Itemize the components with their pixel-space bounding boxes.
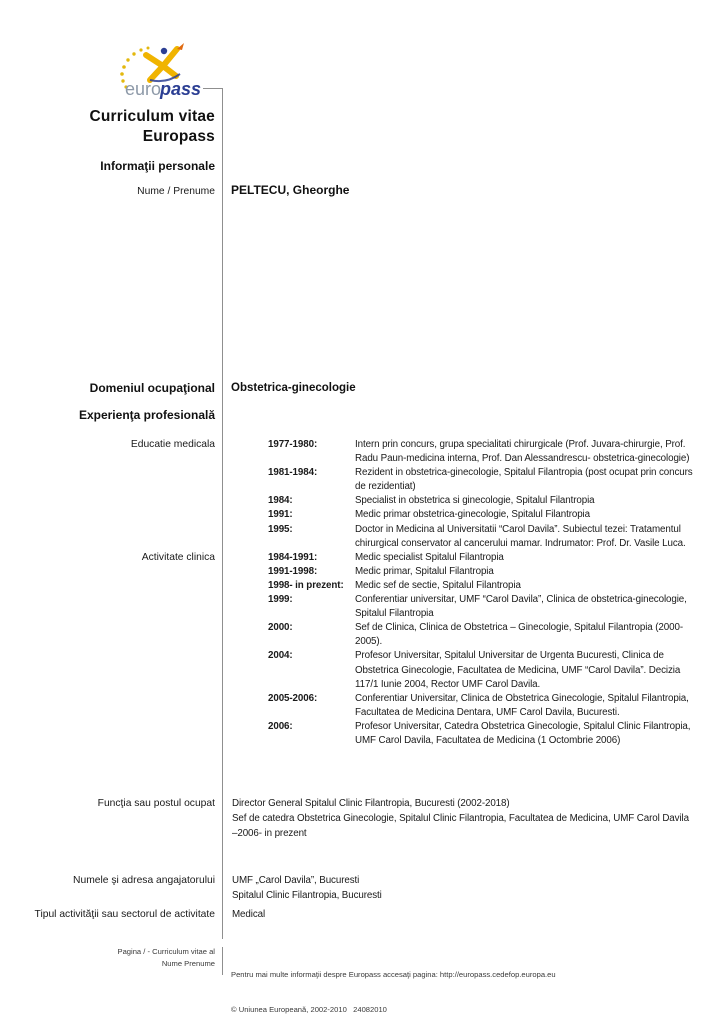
europass-logo <box>114 42 226 100</box>
experience-list <box>0 438 700 748</box>
entry-period: 1991-1998: <box>268 565 318 577</box>
experience-entry <box>0 508 700 522</box>
footer-column-divider <box>222 947 223 975</box>
experience-entry <box>0 649 700 691</box>
logo-connector-line <box>203 88 222 89</box>
entry-period: 1981-1984: <box>268 467 318 479</box>
footer-europass-url-line: Pentru mai multe informaţii despre Europass accesaţi pagina: http://europass.cedefop.europa.eu <box>231 970 556 979</box>
occupation-value: Obstetrica-ginecologie <box>231 382 356 394</box>
experience-entry <box>0 621 700 649</box>
entry-period: 1995: <box>268 523 293 535</box>
detail-label: Tipul activităţii sau sectorul de activitate <box>34 909 215 920</box>
footer-copyright-line: © Uniunea Europeană, 2002-2010 24082010 <box>231 1004 387 1014</box>
page-title <box>0 107 215 147</box>
experience-entry <box>0 579 700 593</box>
entry-description: Intern prin concurs, grupa specialitati chirurgicale (Prof. Juvara-chirurgie, Prof. Radu Paun-medicina interna, Prof. Dan Alessandrescu- obstetrica-ginecologie) <box>355 439 690 465</box>
occupation-label: Domeniul ocupaţional <box>89 381 215 395</box>
detail-row-employer <box>0 873 700 903</box>
entry-description: Medic specialist Spitalul Filantropia <box>355 551 504 563</box>
entry-description: Sef de Clinica, Clinica de Obstetrica – Ginecologie, Spitalul Filantropia (2000-2005). <box>355 622 683 648</box>
page-title-line2: Europass <box>142 128 215 145</box>
entry-period: 1984: <box>268 495 293 507</box>
experience-entry <box>0 466 700 494</box>
experience-entry <box>0 565 700 579</box>
name-value: PELTECU, Gheorghe <box>231 183 350 197</box>
page-title-line1: Curriculum vitae <box>89 108 215 125</box>
experience-entry <box>0 494 700 508</box>
entry-description: Rezident in obstetrica-ginecologie, Spitalul Filantropia (post ocupat prin concurs de rezidentiat) <box>355 467 693 493</box>
entry-description: Specialist in obstetrica si ginecologie, Spitalul Filantropia <box>355 495 595 507</box>
logo-star-icon <box>146 43 184 81</box>
detail-value <box>232 796 692 842</box>
entry-description: Doctor in Medicina al Universitatii “Carol Davila”. Subiectul tezei: Tratamentul chirurgical conservator al cancerului mamar. Indrumator: Prof. Dr. Vasile Luca. <box>355 523 686 549</box>
experience-entry <box>0 523 700 551</box>
entry-description: Profesor Universitar, Catedra Obstetrica Ginecologie, Spitalul Clinic Filantropia, UMF Carol Davila, Facultatea de Medicina (1 Octombrie 2006) <box>355 720 691 746</box>
detail-row-position <box>0 796 700 842</box>
entry-description: Medic sef de sectie, Spitalul Filantropia <box>355 579 521 591</box>
entry-period: 2005-2006: <box>268 692 318 704</box>
entry-description: Profesor Universitar, Spitalul Universitar de Urgenta Bucuresti, Clinica de Obstetrica Ginecologie, Facultatea de Medicina, UMF “Carol Davila”. Decizia 117/1 Iunie 2004, Rector UMF Carol Davila. <box>355 650 681 690</box>
detail-label: Funcţia sau postul ocupat <box>97 798 215 809</box>
entry-side-label: Educatie medicala <box>130 439 215 450</box>
detail-value <box>232 873 692 903</box>
detail-value <box>232 907 692 922</box>
experience-entry <box>0 593 700 621</box>
footer-page-info <box>0 946 215 969</box>
entry-description: Medic primar, Spitalul Filantropia <box>355 565 494 577</box>
entry-period: 1977-1980: <box>268 439 318 450</box>
entry-period: 2000: <box>268 622 293 634</box>
entry-period: 2004: <box>268 650 293 662</box>
entry-side-label: Activitate clinica <box>141 551 215 563</box>
entry-period: 1998- in prezent: <box>268 579 344 591</box>
logo-wordmark <box>125 79 201 99</box>
logo-text-euro: euro <box>125 79 162 99</box>
name-label: Nume / Prenume <box>137 186 215 197</box>
europass-logo-graphic <box>114 42 226 100</box>
entry-period: 2006: <box>268 720 293 732</box>
entry-period: 1999: <box>268 594 293 606</box>
experience-entry <box>0 438 700 466</box>
section-personal-heading: Informaţii personale <box>100 159 215 173</box>
entry-description: Conferentiar universitar, UMF “Carol Davila”, Clinica de obstetrica-ginecologie, Spitalul Filantropia <box>355 594 687 620</box>
section-experience-heading: Experienţa profesională <box>78 408 215 422</box>
detail-value-line: Medical <box>232 909 266 920</box>
detail-row-activity-type <box>0 907 700 922</box>
experience-entry <box>0 551 700 565</box>
entry-period: 1984-1991: <box>268 551 318 563</box>
logo-text-pass: pass <box>160 79 202 99</box>
entry-description: Medic primar obstetrica-ginecologie, Spitalul Filantropia <box>355 509 590 521</box>
footer-page-line1: Pagina / - Curriculum vitae al <box>117 947 215 956</box>
footer-europass-info <box>231 946 701 1024</box>
detail-value-line: Spitalul Clinic Filantropia, Bucuresti <box>232 890 382 902</box>
experience-entry <box>0 720 700 748</box>
detail-value-line: Sef de catedra Obstetrica Ginecologie, Spitalul Clinic Filantropia, Facultatea de Medicina, UMF Carol Davila –2006- in prezent <box>232 813 689 840</box>
detail-value-line: UMF „Carol Davila”, Bucuresti <box>232 875 360 886</box>
footer-page-line2: Nume Prenume <box>161 958 215 968</box>
entry-description: Conferentiar Universitar, Clinica de Obstetrica Ginecologie, Spitalul Filantropia, Facultatea de Medicina Dentara, UMF Carol Davila, Bucuresti. <box>355 692 689 718</box>
detail-label: Numele şi adresa angajatorului <box>73 875 215 886</box>
entry-period: 1991: <box>268 509 293 521</box>
detail-value-line: Director General Spitalul Clinic Filantropia, Bucuresti (2002-2018) <box>232 798 510 809</box>
experience-entry <box>0 692 700 720</box>
